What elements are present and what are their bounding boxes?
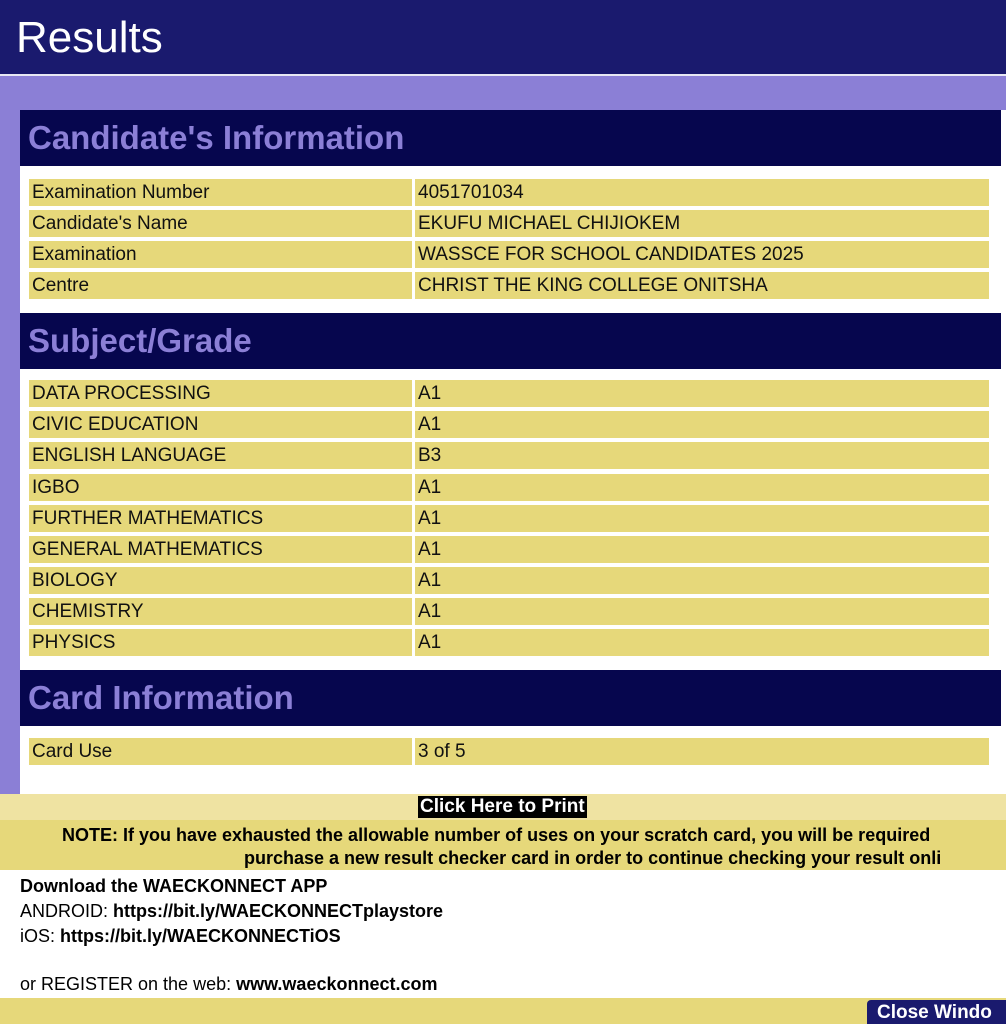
close-bar bbox=[0, 998, 1006, 1024]
row-value: WASSCE FOR SCHOOL CANDIDATES 2025 bbox=[415, 241, 989, 268]
candidate-row bbox=[29, 241, 989, 268]
subject-row bbox=[29, 380, 989, 407]
subject-grade: A1 bbox=[415, 474, 989, 501]
row-label: Examination Number bbox=[29, 179, 412, 206]
subject-row bbox=[29, 411, 989, 438]
subject-name: BIOLOGY bbox=[29, 567, 412, 594]
subject-grade: A1 bbox=[415, 567, 989, 594]
subject-grade: A1 bbox=[415, 536, 989, 563]
close-window-button[interactable]: Close Windo bbox=[867, 1000, 1006, 1024]
subject-row bbox=[29, 629, 989, 656]
register-line bbox=[20, 974, 438, 995]
subject-name: FURTHER MATHEMATICS bbox=[29, 505, 412, 532]
subject-name: DATA PROCESSING bbox=[29, 380, 412, 407]
subject-name: GENERAL MATHEMATICS bbox=[29, 536, 412, 563]
app-download-title: Download the WAECKONNECT APP bbox=[20, 876, 328, 896]
candidate-heading-text: Candidate's Information bbox=[28, 119, 405, 156]
card-heading-text: Card Information bbox=[28, 679, 294, 716]
row-value: CHRIST THE KING COLLEGE ONITSHA bbox=[415, 272, 989, 299]
candidate-row bbox=[29, 179, 989, 206]
results-panel bbox=[20, 110, 1006, 794]
card-row bbox=[29, 738, 989, 765]
subject-grade: B3 bbox=[415, 442, 989, 469]
subject-name: PHYSICS bbox=[29, 629, 412, 656]
row-value: EKUFU MICHAEL CHIJIOKEM bbox=[415, 210, 989, 237]
row-label: Examination bbox=[29, 241, 412, 268]
ios-link[interactable]: https://bit.ly/WAECKONNECTiOS bbox=[60, 926, 341, 946]
card-section-heading bbox=[20, 670, 1001, 726]
subject-name: ENGLISH LANGUAGE bbox=[29, 442, 412, 469]
row-label: Candidate's Name bbox=[29, 210, 412, 237]
print-button[interactable]: Click Here to Print bbox=[420, 796, 585, 817]
page-header bbox=[0, 0, 1006, 76]
subject-name: CHEMISTRY bbox=[29, 598, 412, 625]
row-label: Card Use bbox=[29, 738, 412, 765]
subject-grade: A1 bbox=[415, 411, 989, 438]
android-link[interactable]: https://bit.ly/WAECKONNECTplaystore bbox=[113, 901, 444, 921]
android-line bbox=[20, 901, 443, 922]
subject-grade: A1 bbox=[415, 598, 989, 625]
page-title: Results bbox=[16, 13, 163, 62]
subject-row bbox=[29, 442, 989, 469]
subject-row bbox=[29, 536, 989, 563]
note-line-2: purchase a new result checker card in order to continue checking your result onli bbox=[244, 848, 942, 868]
row-value: 3 of 5 bbox=[415, 738, 989, 765]
subject-grade: A1 bbox=[415, 629, 989, 656]
subject-row bbox=[29, 474, 989, 501]
ios-label: iOS: bbox=[20, 926, 61, 946]
subject-name: CIVIC EDUCATION bbox=[29, 411, 412, 438]
android-label: ANDROID: bbox=[20, 901, 114, 921]
subject-grade: A1 bbox=[415, 380, 989, 407]
subject-row bbox=[29, 598, 989, 625]
row-value: 4051701034 bbox=[415, 179, 989, 206]
register-link[interactable]: www.waeckonnect.com bbox=[236, 974, 438, 994]
note-line-1: NOTE: If you have exhausted the allowable number of uses on your scratch card, you will be required bbox=[62, 825, 931, 845]
register-label: or REGISTER on the web: bbox=[20, 974, 237, 994]
subject-row bbox=[29, 505, 989, 532]
subject-section-heading bbox=[20, 313, 1001, 369]
ios-line bbox=[20, 926, 341, 947]
candidate-section-heading bbox=[20, 110, 1001, 166]
subject-heading-text: Subject/Grade bbox=[28, 322, 252, 359]
candidate-row bbox=[29, 272, 989, 299]
subject-name: IGBO bbox=[29, 474, 412, 501]
candidate-row bbox=[29, 210, 989, 237]
subject-grade: A1 bbox=[415, 505, 989, 532]
row-label: Centre bbox=[29, 272, 412, 299]
subject-row bbox=[29, 567, 989, 594]
note-bar bbox=[0, 820, 1006, 870]
